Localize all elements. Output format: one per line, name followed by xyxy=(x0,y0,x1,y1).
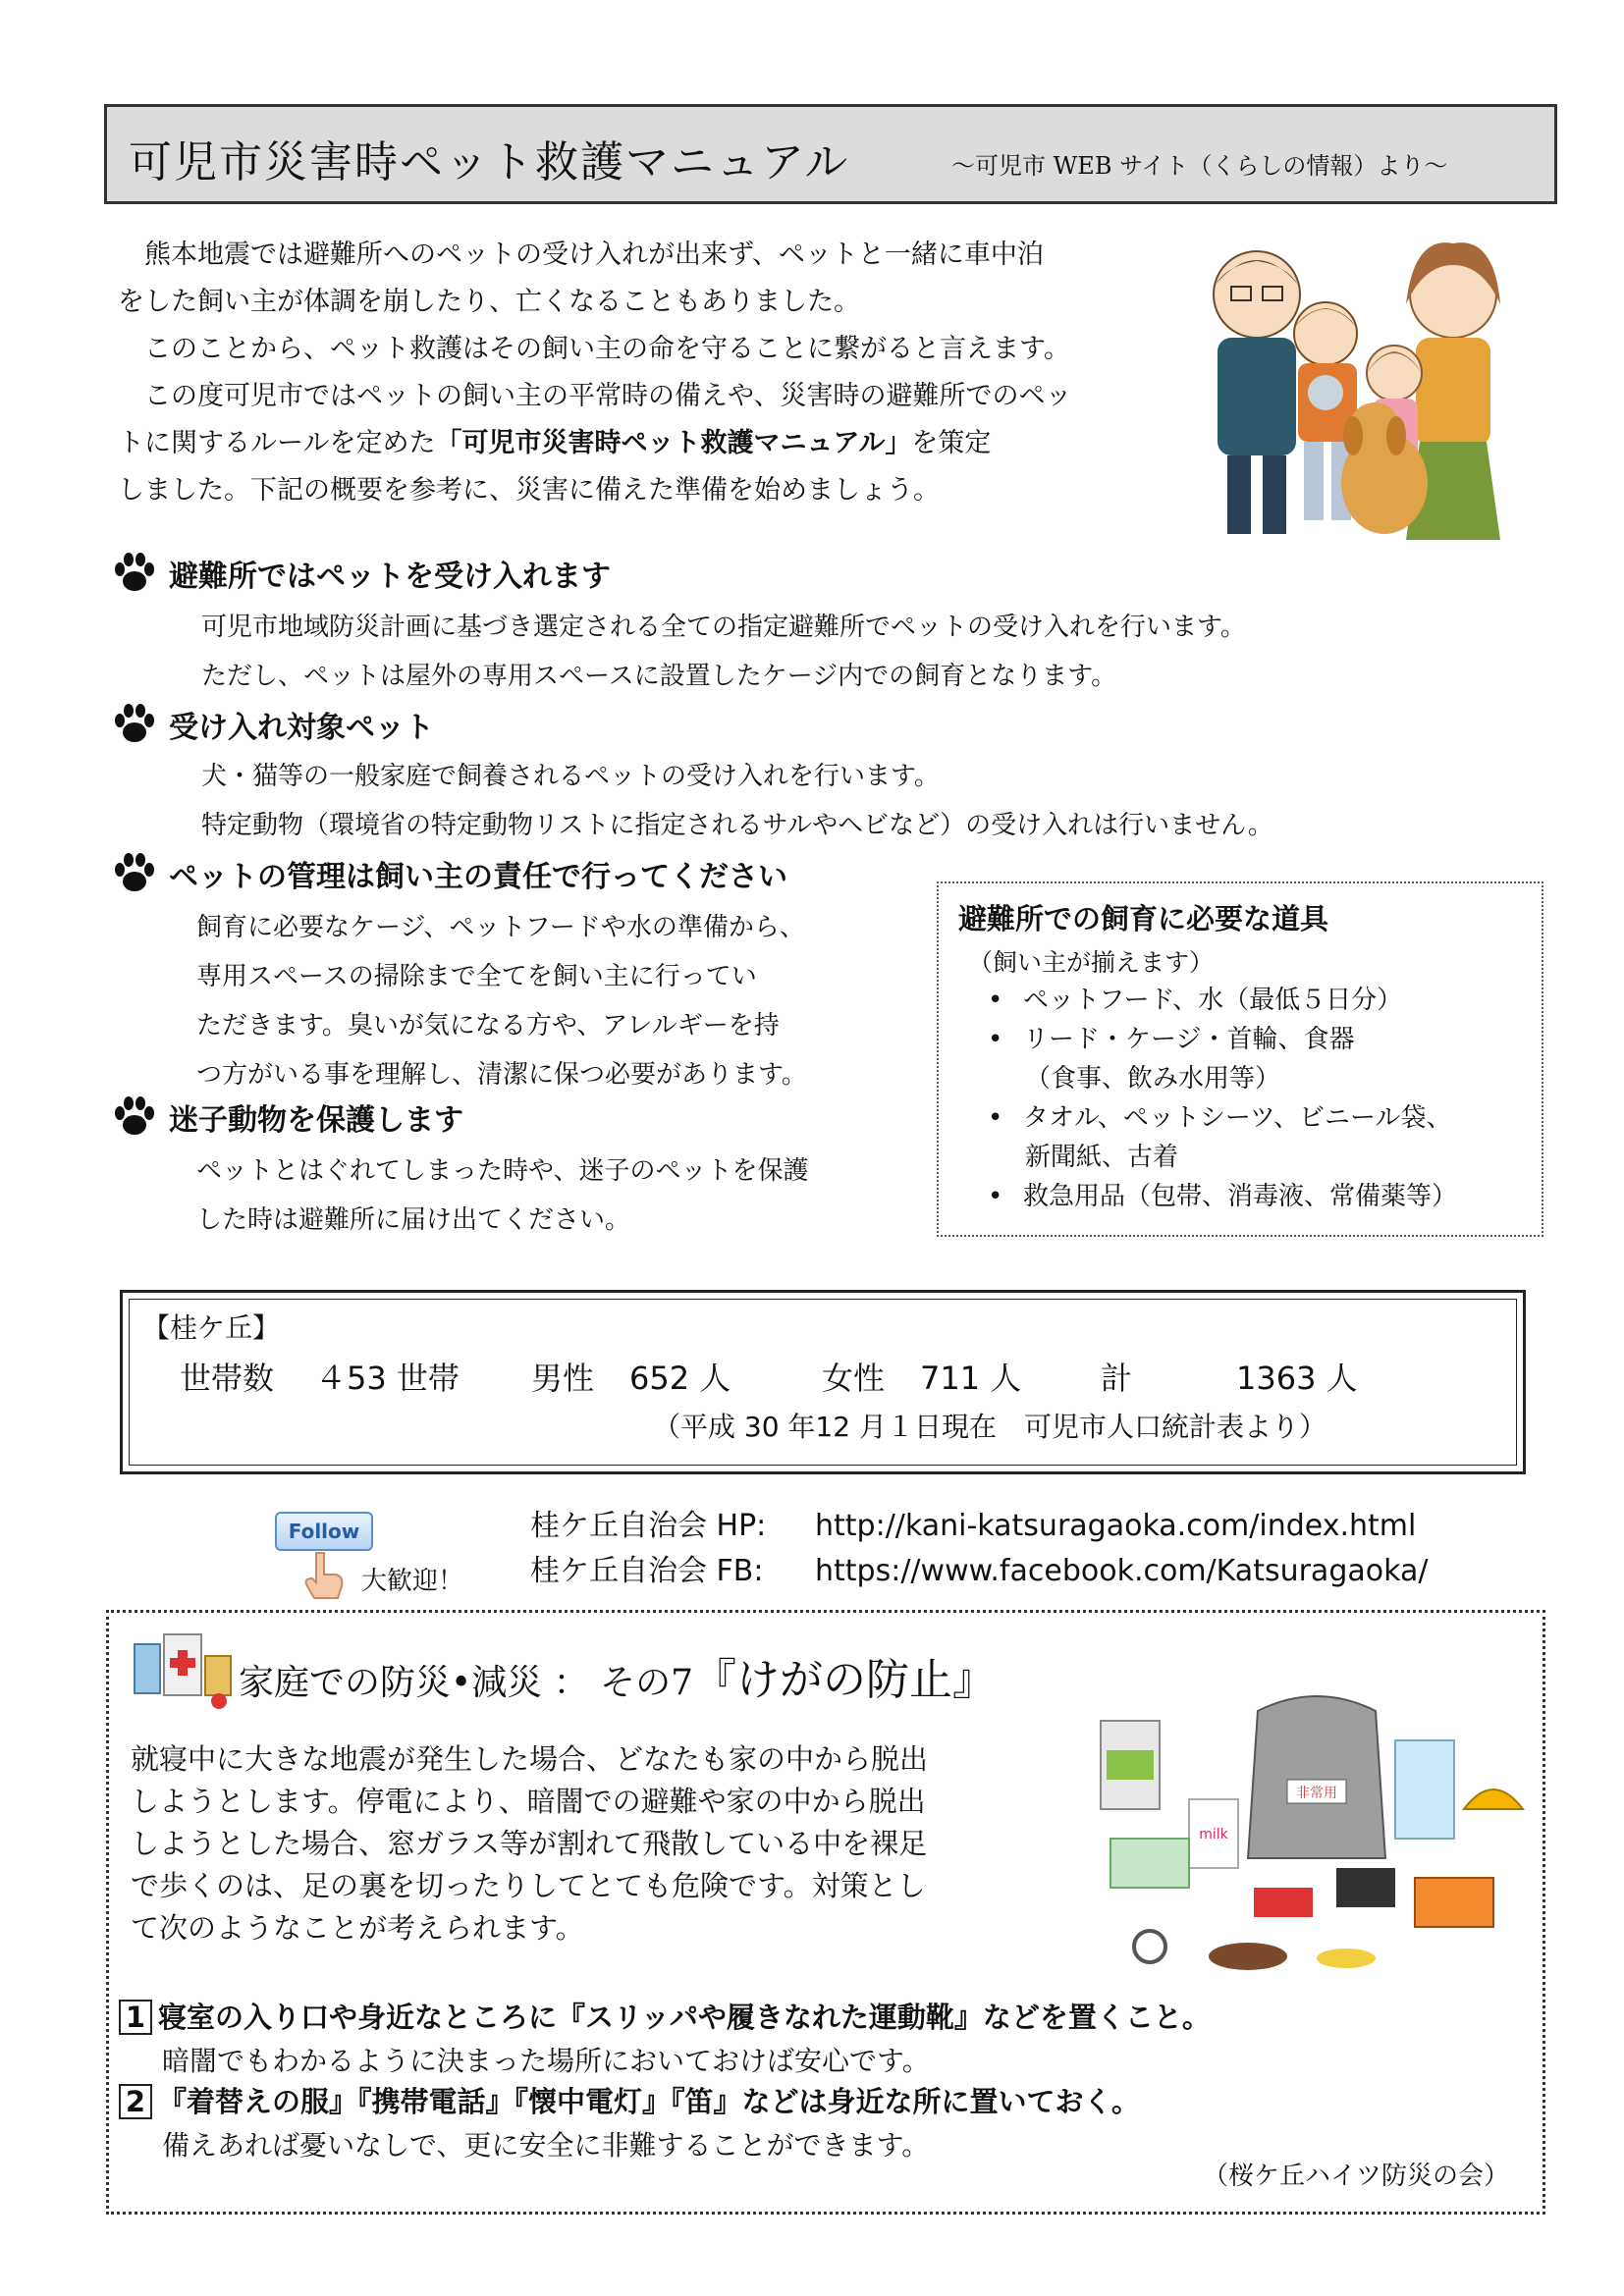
family-with-pets-illustration xyxy=(1188,226,1522,550)
section-title xyxy=(110,852,787,895)
association-links xyxy=(530,1504,1428,1594)
intro-line: この度可児市ではペットの飼い主の平常時の備えや、災害時の避難所でのペッ xyxy=(118,381,1072,411)
section-line: ただし、ペットは屋外の専用スペースに設置したケージ内での飼育となります。 xyxy=(201,662,1117,691)
section-title xyxy=(110,1095,463,1139)
tools-title: 避難所での飼育に必要な道具 xyxy=(958,902,1329,935)
section-title xyxy=(110,552,611,595)
tip-item-1 xyxy=(119,1996,1211,2079)
bousai-body xyxy=(131,1738,1112,1949)
hp-row xyxy=(530,1504,1428,1549)
emergency-kit-icon xyxy=(131,1627,237,1709)
pointing-hand-icon xyxy=(297,1551,346,1600)
section-title xyxy=(110,703,434,746)
tip-item-2 xyxy=(119,2080,1140,2163)
population-area-label: 【桂ケ丘】 xyxy=(142,1311,281,1344)
paw-icon xyxy=(110,552,159,595)
bousai-title-prefix: 家庭での防災•減災 ： その7 xyxy=(239,1663,694,1703)
section-title-text: 受け入れ対象ペット xyxy=(169,711,434,745)
intro-text: トに関するルールを定めた xyxy=(118,428,436,458)
intro-line: 熊本地震では避難所へのペットの受け入れが出来ず、ペットと一緒に車中泊 xyxy=(118,240,1044,270)
list-item: • 救急用品（包帯、消毒液、常備薬等） xyxy=(988,1177,1522,1216)
tip-detail: 備えあれば憂いなしで、更に安全に非難することができます。 xyxy=(162,2129,930,2162)
section-line: 飼育に必要なケージ、ペットフードや水の準備から、 xyxy=(196,913,805,942)
home-disaster-prevention-box xyxy=(106,1610,1545,2215)
bousai-title-main: 『けがの防止』 xyxy=(693,1655,997,1705)
intro-paragraph xyxy=(118,232,1168,514)
paw-icon xyxy=(110,703,159,746)
tools-list xyxy=(958,981,1522,1059)
households-label: 世帯数 xyxy=(180,1360,275,1397)
body-line: で歩くのは、足の裏を切ったりしてとても危険です。対策とし xyxy=(131,1869,926,1902)
follow-badge xyxy=(275,1512,373,1604)
body-line: しようとした場合、窓ガラス等が割れて飛散している中を裸足 xyxy=(131,1827,928,1860)
list-item: • ペットフード、水（最低５日分） xyxy=(988,981,1522,1020)
section-line: ペットとはぐれてしまった時や、迷子のペットを保護 xyxy=(196,1156,809,1186)
required-tools-box xyxy=(937,881,1543,1237)
intro-line xyxy=(118,420,1168,467)
body-line: しようとします。停電により、暗闇での避難や家の中から脱出 xyxy=(131,1785,926,1818)
section-body xyxy=(196,903,807,1099)
bousai-title xyxy=(239,1644,996,1707)
paw-icon xyxy=(110,1095,159,1139)
section-line: 特定動物（環境省の特定動物リストに指定されるサルやヘビなど）の受け入れは行いません。 xyxy=(201,811,1273,840)
section-body xyxy=(201,752,1273,850)
paw-icon xyxy=(110,852,159,895)
section-title-text: 迷子動物を保護します xyxy=(169,1103,463,1138)
page-subtitle: ～可児市 WEB サイト（くらしの情報）より～ xyxy=(951,152,1448,180)
section-line: 犬・猫等の一般家庭で飼養されるペットの受け入れを行います。 xyxy=(201,762,940,791)
section-line: した時は避難所に届け出てください。 xyxy=(196,1205,631,1235)
section-line: 可児市地域防災計画に基づき選定される全ての指定避難所でペットの受け入れを行います。 xyxy=(201,613,1246,642)
fb-label: 桂ケ丘自治会 FB: xyxy=(530,1554,764,1588)
tools-list xyxy=(958,1177,1522,1216)
section-title-text: ペットの管理は飼い主の責任で行ってください xyxy=(169,860,787,894)
section-body xyxy=(201,603,1246,701)
page-title: 可児市災害時ペット救護マニュアル xyxy=(129,137,850,187)
total-value: 1363 人 xyxy=(1236,1360,1358,1397)
credit-text: （桜ケ丘ハイツ防災の会） xyxy=(1202,2162,1509,2191)
male-label: 男性 xyxy=(531,1360,595,1397)
body-line: 就寝中に大きな地震が発生した場合、どなたも家の中から脱出 xyxy=(131,1742,929,1776)
hp-label: 桂ケ丘自治会 HP: xyxy=(530,1509,767,1543)
total-label: 計 xyxy=(1101,1360,1133,1397)
list-item-continuation: （食事、飲み水用等） xyxy=(1025,1064,1281,1094)
male-value: 652 人 xyxy=(629,1360,731,1397)
tip-detail: 暗闇でもわかるように決まった場所においておけば安心です。 xyxy=(162,2045,930,2077)
hp-link[interactable]: http://kani-katsuragaoka.com/index.html xyxy=(815,1509,1417,1543)
households-value: ４53 世帯 xyxy=(315,1360,460,1397)
intro-text: を策定 xyxy=(911,428,992,458)
tools-subtitle: （飼い主が揃えます） xyxy=(968,948,1215,977)
tip-number: 1 xyxy=(119,2000,152,2035)
population-box xyxy=(120,1290,1526,1474)
female-label: 女性 xyxy=(822,1360,886,1397)
emergency-supplies-illustration xyxy=(1091,1691,1543,1986)
list-item: • リード・ケージ・首輪、食器 xyxy=(988,1020,1522,1059)
list-item-continuation: 新聞紙、古着 xyxy=(1025,1143,1179,1172)
section-line: 専用スペースの掃除まで全てを飼い主に行ってい xyxy=(196,962,757,991)
bag-label: 非常用 xyxy=(1296,1786,1337,1801)
list-item: • タオル、ペットシーツ、ビニール袋、 xyxy=(988,1098,1522,1138)
welcome-text: 大歓迎！ xyxy=(361,1567,464,1596)
section-line: ただきます。臭いが気になる方や、アレルギーを持 xyxy=(196,1011,780,1041)
population-source-note: （平成 30 年12 月１日現在 可児市人口統計表より） xyxy=(653,1411,1326,1443)
section-line: つ方がいる事を理解し、清潔に保つ必要があります。 xyxy=(196,1060,807,1090)
section-title-text: 避難所ではペットを受け入れます xyxy=(169,560,611,594)
follow-button[interactable]: Follow xyxy=(275,1512,373,1551)
intro-line: しました。下記の概要を参考に、災害に備えた準備を始めましょう。 xyxy=(118,475,940,506)
fb-link[interactable]: https://www.facebook.com/Katsuragaoka/ xyxy=(815,1554,1429,1588)
section-body xyxy=(196,1147,808,1245)
tip-title: 寝室の入り口や身近なところに『スリッパや履きなれた運動靴』などを置くこと。 xyxy=(158,2001,1211,2034)
intro-line: このことから、ペット救護はその飼い主の命を守ることに繋がると言えます。 xyxy=(118,334,1070,364)
female-value: 711 人 xyxy=(920,1360,1022,1397)
manual-name: 「可児市災害時ペット救護マニュアル」 xyxy=(435,428,912,458)
fb-row xyxy=(530,1549,1428,1594)
tools-list xyxy=(958,1098,1522,1138)
tip-number: 2 xyxy=(119,2084,152,2119)
intro-line: をした飼い主が体調を崩したり、亡くなることもありました。 xyxy=(118,287,860,317)
milk-label: milk xyxy=(1199,1827,1228,1842)
body-line: て次のようなことが考えられます。 xyxy=(131,1911,584,1945)
header-banner xyxy=(104,104,1557,204)
tip-title: 『着替えの服』『携帯電話』『懐中電灯』『笛』などは身近な所に置いておく。 xyxy=(158,2085,1140,2118)
